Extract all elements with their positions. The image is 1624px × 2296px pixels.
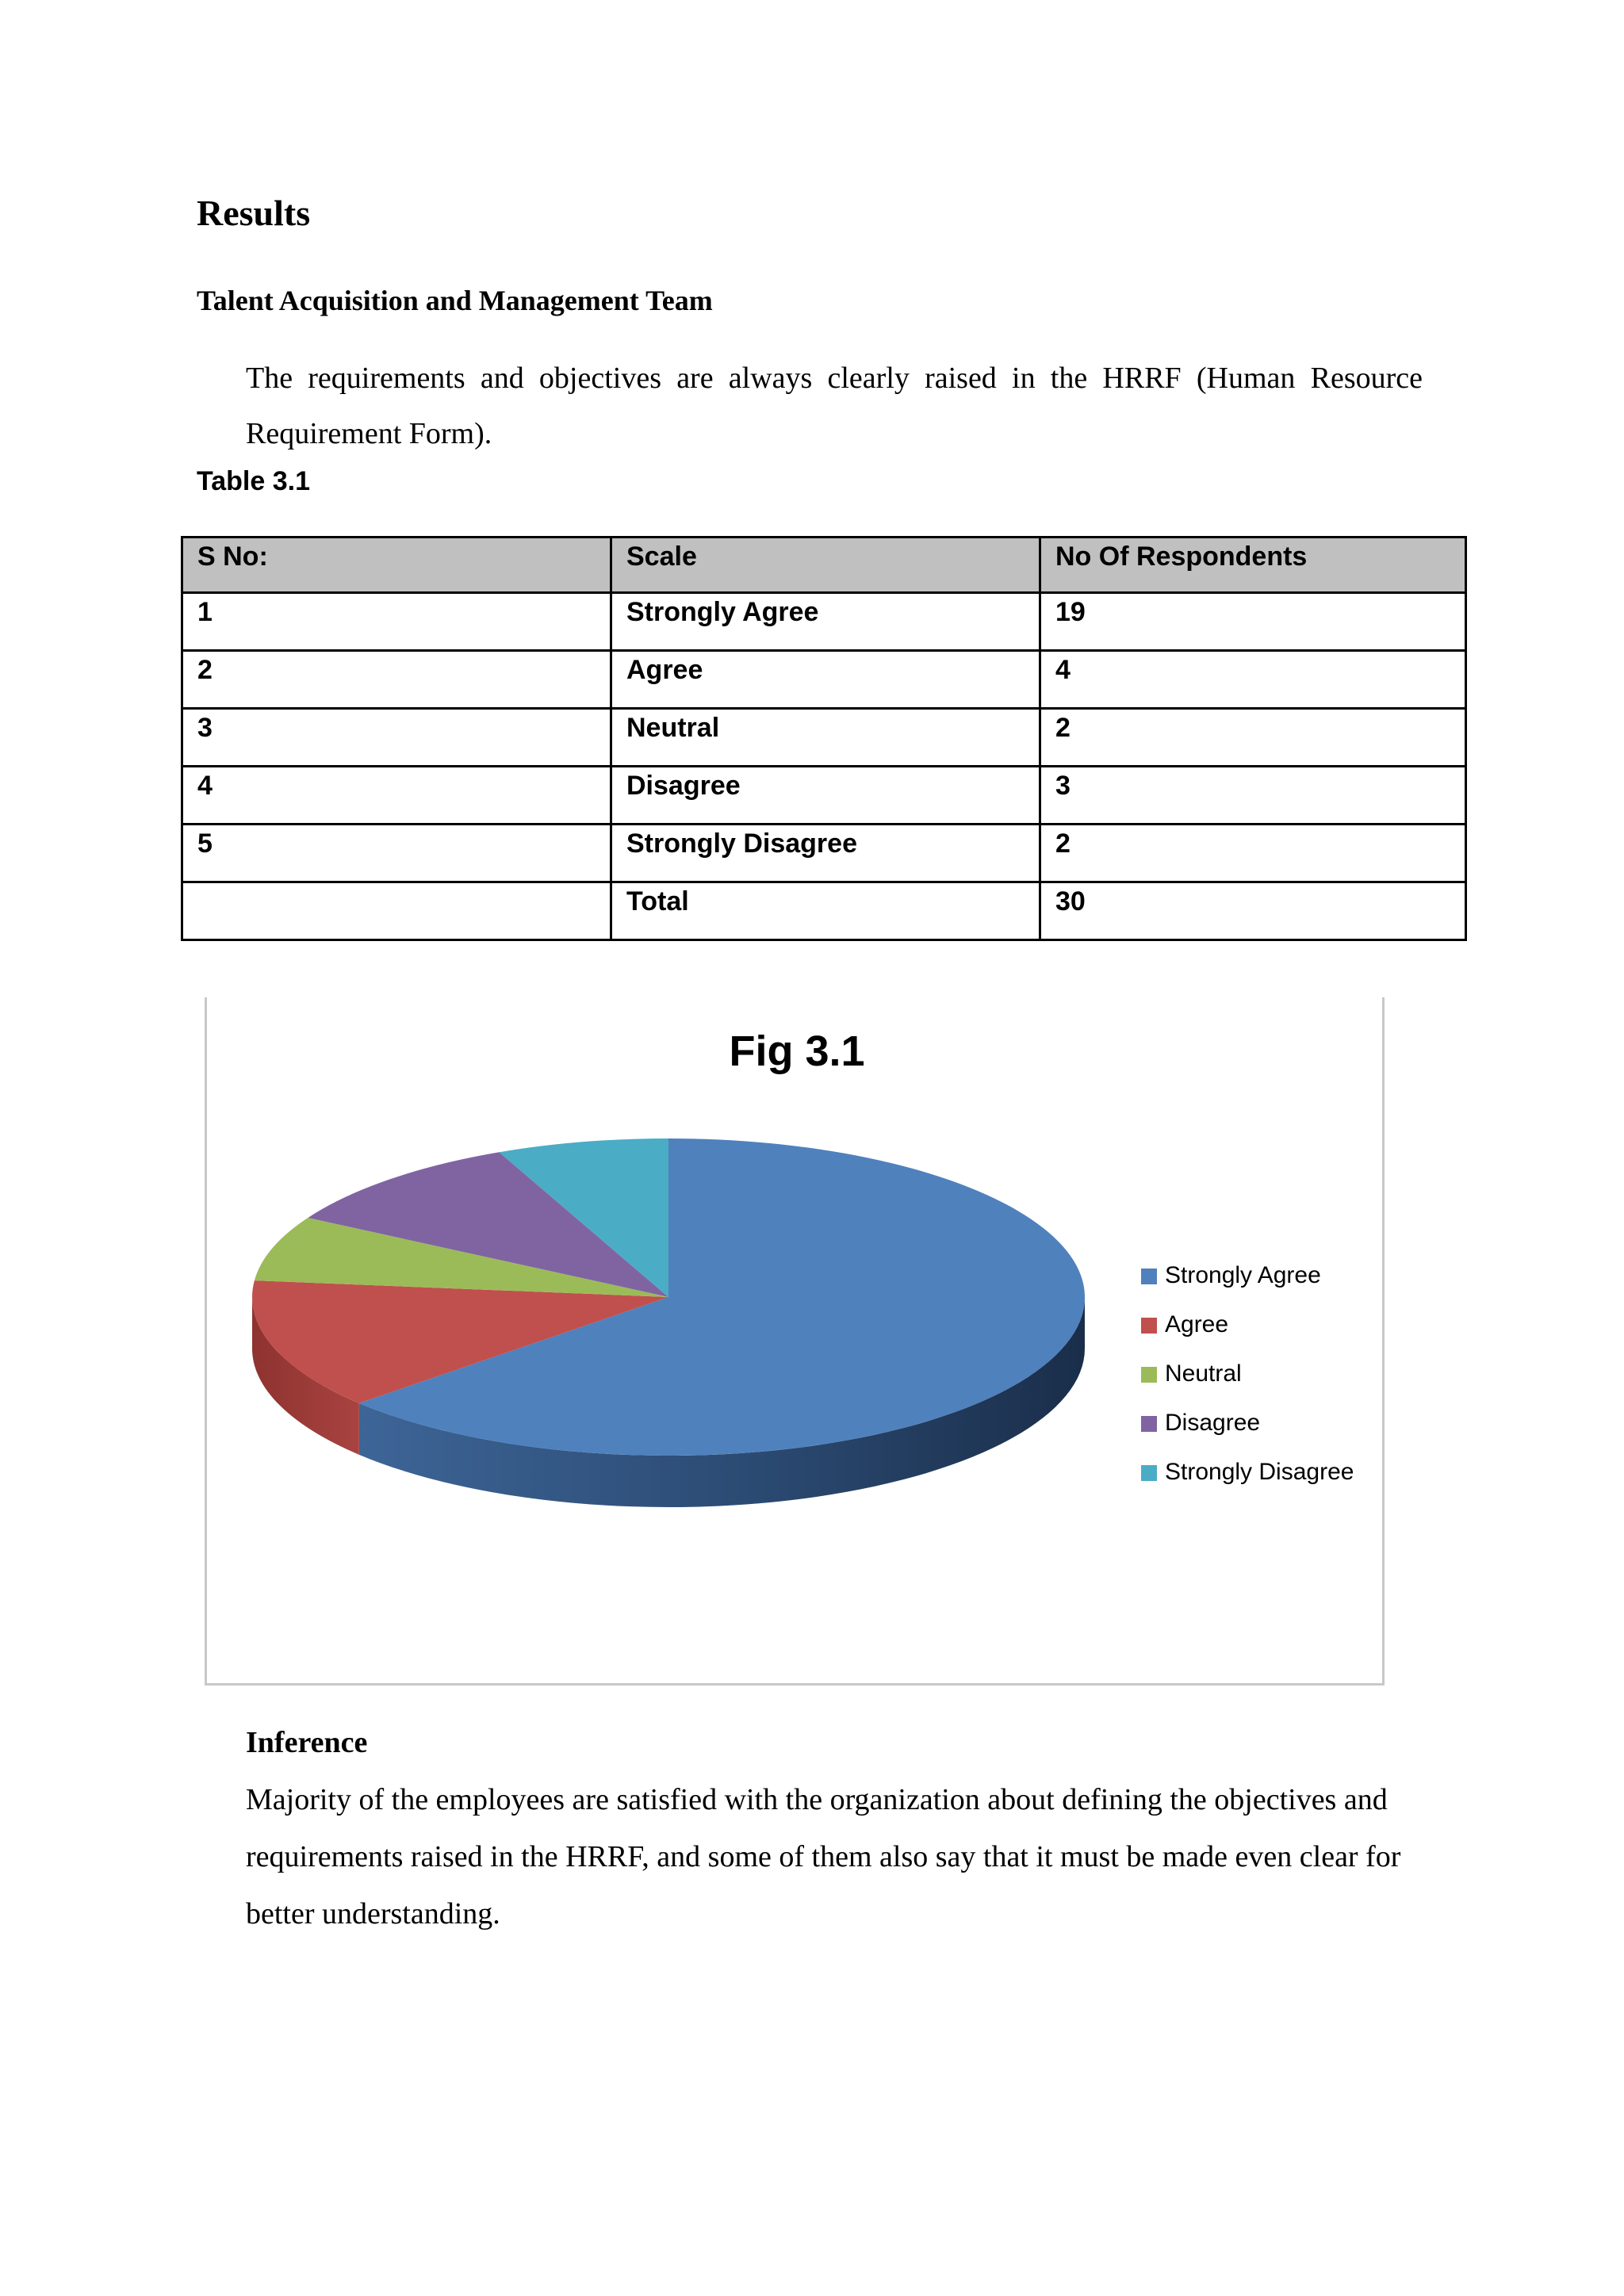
cell-respondents: 2 [1040,709,1466,767]
cell-s-no: 5 [182,825,611,882]
legend-swatch-agree [1141,1318,1157,1334]
legend-label-neutral: Neutral [1165,1360,1242,1387]
cell-s-no: 1 [182,593,611,651]
cell-s-no: 2 [182,651,611,709]
cell-scale: Strongly Agree [611,593,1040,651]
cell-respondents: 3 [1040,767,1466,825]
cell-s-no [182,882,611,940]
table-caption: Table 3.1 [197,466,310,496]
cell-scale: Neutral [611,709,1040,767]
chart-legend [1141,1262,1354,1485]
cell-respondents: 19 [1040,593,1466,651]
section-subheading: Talent Acquisition and Management Team [197,285,713,316]
pie-chart-figure [205,997,1385,1686]
chart-title: Fig 3.1 [729,1027,865,1075]
table-row [182,651,1466,709]
legend-swatch-strongly-disagree [1141,1465,1157,1481]
legend-label-strongly-agree: Strongly Agree [1165,1262,1321,1288]
cell-respondents: 2 [1040,825,1466,882]
header-scale: Scale [611,538,1040,593]
legend-label-strongly-disagree: Strongly Disagree [1165,1459,1354,1485]
table-row [182,593,1466,651]
cell-scale: Disagree [611,767,1040,825]
cell-respondents: 4 [1040,651,1466,709]
table-total-row [182,882,1466,940]
page-heading: Results [197,193,311,233]
legend-swatch-neutral [1141,1367,1157,1383]
legend-swatch-disagree [1141,1416,1157,1432]
cell-s-no: 4 [182,767,611,825]
cell-total-label: Total [611,882,1040,940]
legend-label-agree: Agree [1165,1311,1229,1337]
header-s-no: S No: [182,538,611,593]
table-row [182,825,1466,882]
inference-paragraph: Majority of the employees are satisfied with the organization about defining the objectives and requirements raised in the HRRF, and some of them also say that it must be made even clear for better understanding. [246,1783,1401,1931]
table-row [182,709,1466,767]
legend-swatch-strongly-agree [1141,1269,1157,1284]
inference-title: Inference [246,1726,368,1759]
intro-paragraph: The requirements and objectives are always clearly raised in the HRRF (Human Resource Requirement Form). [246,362,1423,450]
cell-scale: Strongly Disagree [611,825,1040,882]
respondents-table [181,536,1467,941]
pie-slices [252,1138,1085,1456]
pie-chart-svg [207,997,1387,1686]
table-row [182,767,1466,825]
legend-label-disagree: Disagree [1165,1410,1261,1436]
cell-s-no: 3 [182,709,611,767]
cell-scale: Agree [611,651,1040,709]
cell-total-value: 30 [1040,882,1466,940]
table-header-row [182,538,1466,593]
header-respondents: No Of Respondents [1040,538,1466,593]
